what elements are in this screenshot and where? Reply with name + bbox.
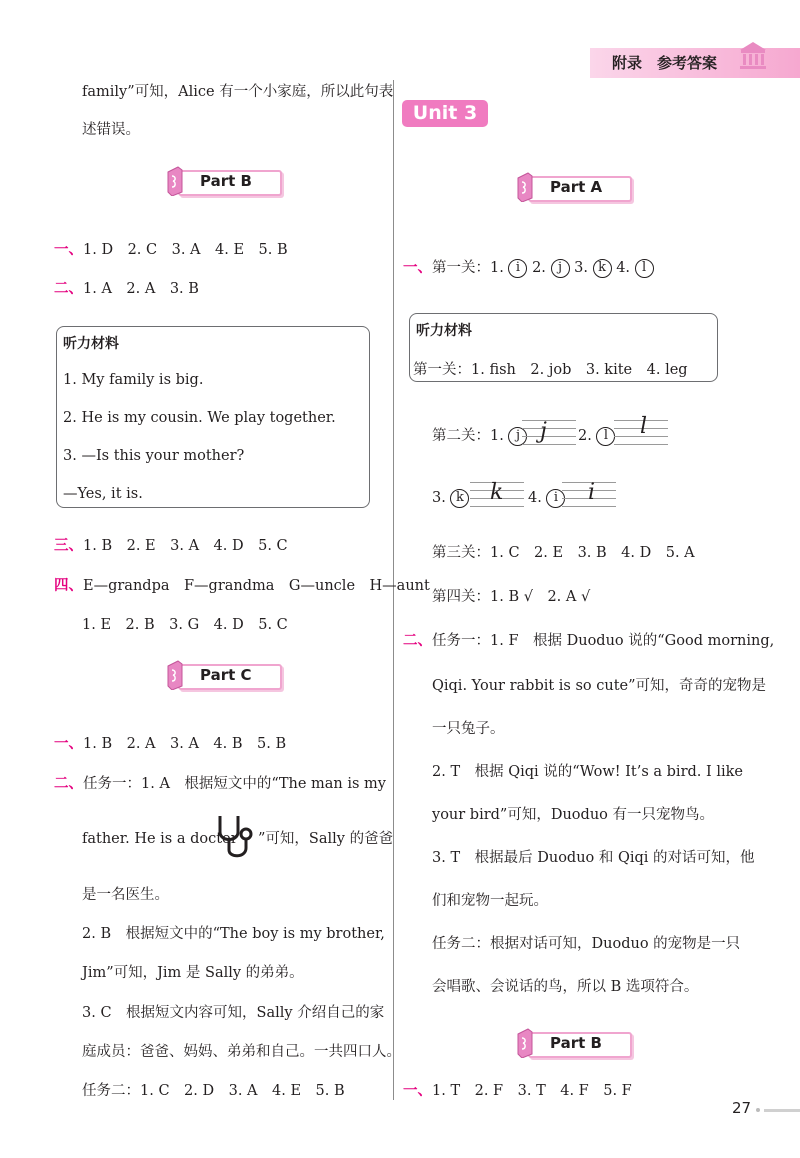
answer-text: 们和宠物一起玩。 [432, 893, 548, 909]
answer-text: father. He is a doctor [82, 831, 238, 847]
circled-letter: k [450, 489, 469, 508]
page-rule [764, 1109, 800, 1112]
item-number: 2. [532, 260, 546, 276]
section-mark: 一、 [403, 1083, 432, 1099]
part-c-heading: Part C [166, 660, 286, 690]
answer-text: 任务一：1. F 根据 Duoduo 说的“Good morning, [432, 633, 775, 649]
header-title: 附录 参考答案 [612, 54, 718, 72]
answer-text: 会唱歌、会说话的鸟，所以 B 选项符合。 [432, 979, 699, 995]
answer-text: 是一名医生。 [82, 887, 169, 903]
answer-text: 3. T 根据最后 Duoduo 和 Qiqi 的对话可知，他 [432, 850, 755, 866]
part-b-heading-left: Part B [166, 166, 286, 196]
handwritten-letter: i [588, 480, 596, 505]
part-a-heading: Part A [516, 172, 636, 202]
answer-text: 第四关：1. B √ 2. A √ [432, 589, 591, 605]
item-number: 3. [432, 490, 446, 506]
answers-row: 1. D 2. C 3. A 4. E 5. B [83, 242, 288, 258]
answer-text: 任务二：根据对话可知，Duoduo 的宠物是一只 [432, 936, 741, 952]
left-line-2: 述错误。 [82, 122, 140, 138]
circled-letter: i [508, 259, 527, 278]
answer-text: 3. C 根据短文内容可知，Sally 介绍自己的家 [82, 1005, 385, 1021]
item-number: 2. [578, 428, 592, 444]
section-mark: 二、 [54, 281, 83, 297]
answers-row: 1. T 2. F 3. T 4. F 5. F [432, 1083, 632, 1099]
answer-text: 2. T 根据 Qiqi 说的“Wow! It’s a bird. I like [432, 764, 743, 780]
listening-line: 1. My family is big. [63, 372, 204, 388]
answers-row: 1. E 2. B 3. G 4. D 5. C [82, 617, 288, 633]
writing-lines [522, 420, 576, 446]
tag-icon [166, 166, 184, 196]
answer-text: 任务一：1. A 根据短文中的“The man is my [83, 776, 386, 792]
answers-row: E—grandpa F—grandma G—uncle H—aunt [83, 578, 430, 594]
listening-line: 第一关：1. fish 2. job 3. kite 4. leg [413, 362, 688, 378]
answer-text: 第三关：1. C 2. E 3. B 4. D 5. A [432, 545, 695, 561]
circled-letter: j [551, 259, 570, 278]
handwritten-letter: j [540, 419, 547, 444]
circled-letter: i [546, 489, 565, 508]
tag-icon [166, 660, 184, 690]
item-number: 3. [574, 260, 588, 276]
part-b-heading-right: Part B [516, 1028, 636, 1058]
answer-text: 2. B 根据短文中的“The boy is my brother, [82, 926, 385, 942]
handwritten-letter: k [490, 480, 504, 505]
listening-title: 听力材料 [63, 336, 119, 352]
answers-row: 1. B 2. A 3. A 4. B 5. B [83, 736, 287, 752]
circled-letter: l [635, 259, 654, 278]
answer-text: 一只兔子。 [432, 721, 505, 737]
listening-material-box [409, 313, 718, 382]
section-mark: 一、 [54, 736, 83, 752]
answer-text: ”可知，Sally 的爸爸 [258, 831, 394, 847]
answers-row: 1. A 2. A 3. B [83, 281, 199, 297]
circled-letter: k [593, 259, 612, 278]
answer-text: 任务二：1. C 2. D 3. A 4. E 5. B [82, 1083, 345, 1099]
answer-text: Qiqi. Your rabbit is so cute”可知，奇奇的宠物是 [432, 678, 767, 694]
listening-title: 听力材料 [416, 323, 472, 339]
section-mark: 四、 [54, 578, 83, 594]
section-mark: 三、 [54, 538, 83, 554]
answer-text: Jim”可知，Jim 是 Sally 的弟弟。 [82, 965, 304, 981]
listening-line: —Yes, it is. [63, 486, 143, 502]
listening-material-box [56, 326, 370, 508]
item-number: 4. [616, 260, 631, 276]
section-mark: 二、 [54, 776, 83, 792]
page-dot [756, 1108, 760, 1112]
listening-line: 2. He is my cousin. We play together. [63, 410, 336, 426]
unit-badge: Unit 3 [402, 100, 488, 127]
answer-text: 庭成员：爸爸、妈妈、弟弟和自己。一共四口人。 [82, 1044, 401, 1060]
stethoscope-icon [212, 812, 260, 862]
left-line-1: family”可知，Alice 有一个小家庭，所以此句表 [82, 84, 394, 100]
tag-icon [516, 172, 534, 202]
section-mark: 一、 [403, 260, 432, 276]
item-number: 4. [528, 490, 542, 506]
page-number: 27 [732, 1099, 752, 1117]
section-mark: 二、 [403, 633, 432, 649]
listening-line: 3. —Is this your mother? [63, 448, 245, 464]
answer-text: 第一关：1. [432, 260, 504, 276]
circled-letter: l [596, 427, 615, 446]
answer-text: 第二关：1. [432, 428, 504, 444]
building-icon [738, 40, 768, 72]
answer-text: your bird”可知，Duoduo 有一只宠物鸟。 [432, 807, 714, 823]
answers-row: 1. B 2. E 3. A 4. D 5. C [83, 538, 288, 554]
circled-letter: j [508, 427, 527, 446]
handwritten-letter: l [640, 414, 648, 439]
tag-icon [516, 1028, 534, 1058]
section-mark: 一、 [54, 242, 83, 258]
